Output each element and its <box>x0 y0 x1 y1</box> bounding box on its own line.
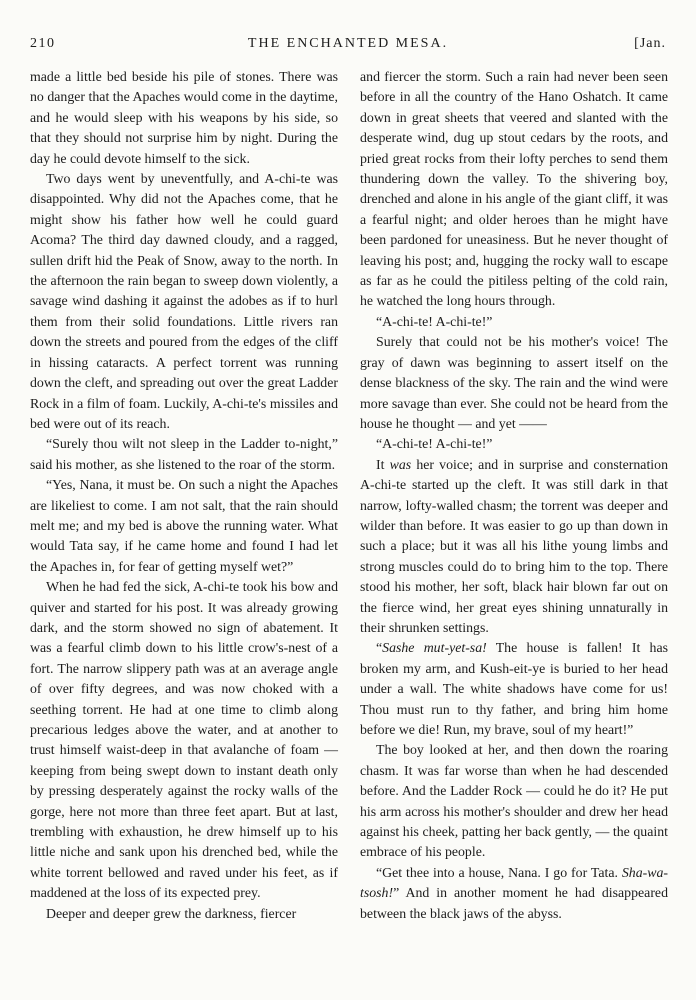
paragraph: made a little bed beside his pile of stones. There was no danger that the Apaches would come in the daytime, and he would sleep with his weapons by his side, so that they should not surprise him by night. During the day he could devote himself to the sick. <box>30 69 338 166</box>
page-number: 210 <box>30 36 56 51</box>
issue-month: [Jan. <box>634 36 666 51</box>
text-run: ” And in another moment he had disappeared between the black jaws of the abyss. <box>360 885 668 921</box>
left-column <box>30 67 338 924</box>
paragraph: and fiercer the storm. Such a rain had never been seen before in all the country of the Hano Oshatch. It came down in great sheets that veered and slanted with the desperate wind, dug up stout cedars by the roots, and pried great rocks from their lofty perches to send them thundering down the valley. To the shivering boy, drenched and alone in his angle of the giant cliff, it was a fearful night; and older heroes than he might have been pardoned for uneasiness. But he never thought of leaving his post; and, hugging the rocky wall to escape as far as he could the pitiless pelting of the cold rain, he watched the long hours through. <box>360 69 668 309</box>
paragraph: “A-chi-te! A-chi-te!” <box>376 313 493 329</box>
text-run: It <box>376 456 390 472</box>
paragraph: Two days went by uneventfully, and A-chi-te was disappointed. Why did not the Apaches come, that he might show his father how well he could guard Acoma? The third day dawned cloudy, and a ragged, sullen drift hid the Peak of Snow, away to the north. In the afternoon the rain began to sweep down violently, a savage wind dashing it against the adobes as if to hurl them from their solid foundations. Little rivers ran down the streets and poured from the edges of the cliff in hissing cataracts. A perfect torrent was running down the cleft, and spreading out over the great Ladder Rock in a film of foam. Luckily, A-chi-te's missiles and bed were out of its reach. <box>30 171 338 431</box>
paragraph: “A-chi-te! A-chi-te!” <box>376 436 493 452</box>
paragraph: Surely that could not be his mother's voice! The gray of dawn was beginning to assert itself on the dense blackness of the sky. The rain and the wind were more savage than ever. She could not be heard from the house he thought — and yet —— <box>360 334 668 431</box>
paragraph: “Surely thou wilt not sleep in the Ladder to-night,” said his mother, as she listened to the roar of the storm. <box>30 436 338 472</box>
right-column <box>360 67 668 924</box>
running-header <box>30 36 666 56</box>
emphasis: Sashe mut-yet-sa! <box>382 640 487 656</box>
paragraph: Deeper and deeper grew the darkness, fiercer <box>46 905 297 921</box>
emphasis: was <box>389 456 412 472</box>
text-run: “ <box>376 640 383 656</box>
paragraph: The boy looked at her, and then down the roaring chasm. It was far worse than when he had descended before. And the Ladder Rock — could he do it? He put his arm across his mother's shoulder and drew her head against his cheek, patting her back gently, — the quaint embrace of his people. <box>360 742 668 860</box>
emphasis: Sha-wa-tsosh! <box>360 864 668 901</box>
paragraph: When he had fed the sick, A-chi-te took his bow and quiver and started for his post. It was already growing dark, and the storm showed no sign of abatement. It was a fearful climb down to his little crow's-nest of a fort. The narrow slippery path was at an average angle of over fifty degrees, and was now choked with a seething torrent. He had at one time to climb along precarious ledges above the water, and at another to trust himself waist-deep in that avalanche of foam — keeping from being swept down to instant death only by pressing desperately against the rocky walls of the gorge, here not more than three feet apart. But at last, trembling with exhaustion, he drew himself up to his little niche and sank upon his drenched bed, while the white torrent bellowed and raved under his feet, as if maddened at the loss of its expected prey. <box>30 579 338 901</box>
paragraph <box>360 638 668 740</box>
paragraph: “Yes, Nana, it must be. On such a night the Apaches are likeliest to come. I am not salt, that the rain should melt me; and my bed is above the running water. What would Tata say, if he came home and found I had let the Apaches in, for fear of getting myself wet?” <box>30 477 338 574</box>
text-run: “Get thee into a house, Nana. I go for Tata. <box>376 864 622 880</box>
text-run: her voice; and in surprise and consternation A-chi-te started up the cleft. It was still dark in that narrow, lofty-walled chasm; the torrent was deeper and wilder than before. It was easier to go up than down in such a place; but it was all his lithe young limbs and strong muscles could do to bring him to the top. There stood his mother, her soft, black hair blown far out on the fierce wind, her great eyes shining unnaturally in their shrunken settings. <box>360 456 668 635</box>
text-run: The house is fallen! It has broken my arm, and Kush-eit-ye is buried to her head under a wall. The white shadows have come for us! Thou must run to thy father, and bring him home before we die! Run, my brave, soul of my heart!” <box>360 640 668 737</box>
paragraph <box>360 455 668 639</box>
running-title: THE ENCHANTED MESA. <box>247 36 449 51</box>
paragraph <box>360 863 668 924</box>
